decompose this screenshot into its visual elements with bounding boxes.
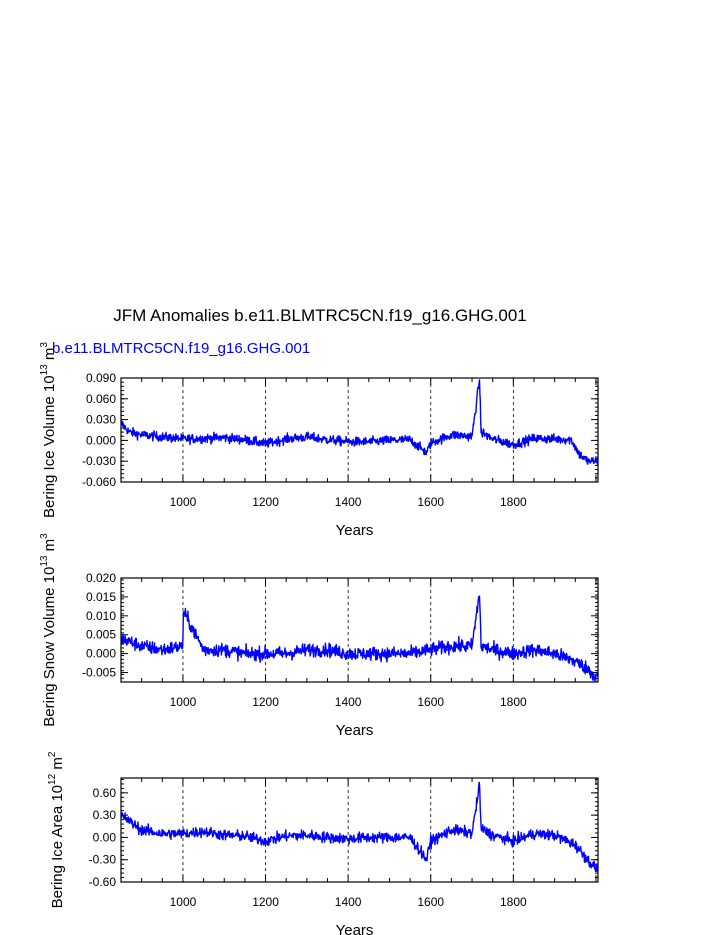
series-line: [121, 596, 598, 681]
x-tick-label-1600: 1600: [417, 895, 445, 909]
y-tick-label: 0.030: [85, 412, 116, 427]
x-tick-label-1200: 1200: [252, 695, 279, 709]
plot-frame: [121, 378, 598, 482]
panels-group: [39, 342, 598, 935]
chart-panel-3: [47, 751, 598, 935]
y-tick-label: 0.30: [92, 808, 116, 823]
y-tick-label: 0.000: [85, 433, 116, 448]
x-axis-label: Years: [335, 522, 374, 539]
y-tick-label: 0.60: [92, 785, 116, 800]
x-tick-label-1000: 1000: [169, 895, 197, 909]
x-tick-label-1400: 1400: [334, 695, 362, 709]
y-tick-label: 0.010: [85, 608, 116, 623]
x-axis-label: Years: [335, 722, 374, 739]
x-tick-label-1600: 1600: [417, 495, 445, 509]
y-tick-label: 0.005: [85, 627, 116, 642]
y-tick-label: 0.00: [92, 830, 116, 845]
x-axis-label: Years: [335, 922, 374, 935]
y-tick-label: -0.60: [88, 875, 116, 889]
x-tick-label-1800: 1800: [499, 495, 527, 509]
x-tick-label-1600: 1600: [417, 695, 445, 709]
y-tick-label: 0.015: [85, 589, 116, 604]
y-tick-label: 0.060: [85, 391, 116, 406]
x-tick-label-1000: 1000: [169, 695, 197, 709]
chart-panel-2: [39, 533, 598, 739]
main-title: JFM Anomalies b.e11.BLMTRC5CN.f19_g16.GHG.001: [113, 306, 527, 325]
subtitle: b.e11.BLMTRC5CN.f19_g16.GHG.001: [52, 340, 311, 357]
y-tick-label: 0.090: [85, 371, 116, 385]
y-axis-label: Bering Ice Area $10^{12}$ $m^2$: [47, 751, 66, 909]
series-line: [121, 380, 598, 464]
y-axis-label: Bering Ice Volume $10^{13}$ $m^3$: [39, 342, 58, 518]
y-tick-label: -0.060: [81, 475, 116, 489]
y-tick-label: -0.030: [81, 454, 116, 469]
x-tick-label-1200: 1200: [252, 895, 279, 909]
x-tick-label-1200: 1200: [252, 495, 279, 509]
x-tick-label-1400: 1400: [334, 495, 362, 509]
series-line: [121, 782, 598, 871]
y-axis-label: Bering Snow Volume $10^{13}$ $m^3$: [39, 533, 58, 727]
y-tick-label: -0.30: [88, 852, 116, 867]
x-tick-label-1800: 1800: [499, 895, 527, 909]
y-tick-label: -0.005: [81, 665, 116, 680]
y-tick-label: 0.000: [85, 646, 116, 661]
x-tick-label-1000: 1000: [169, 495, 197, 509]
x-tick-label-1800: 1800: [499, 695, 527, 709]
y-tick-label: 0.020: [85, 571, 116, 585]
x-tick-label-1400: 1400: [334, 895, 362, 909]
chart-panel-1: [39, 342, 598, 539]
